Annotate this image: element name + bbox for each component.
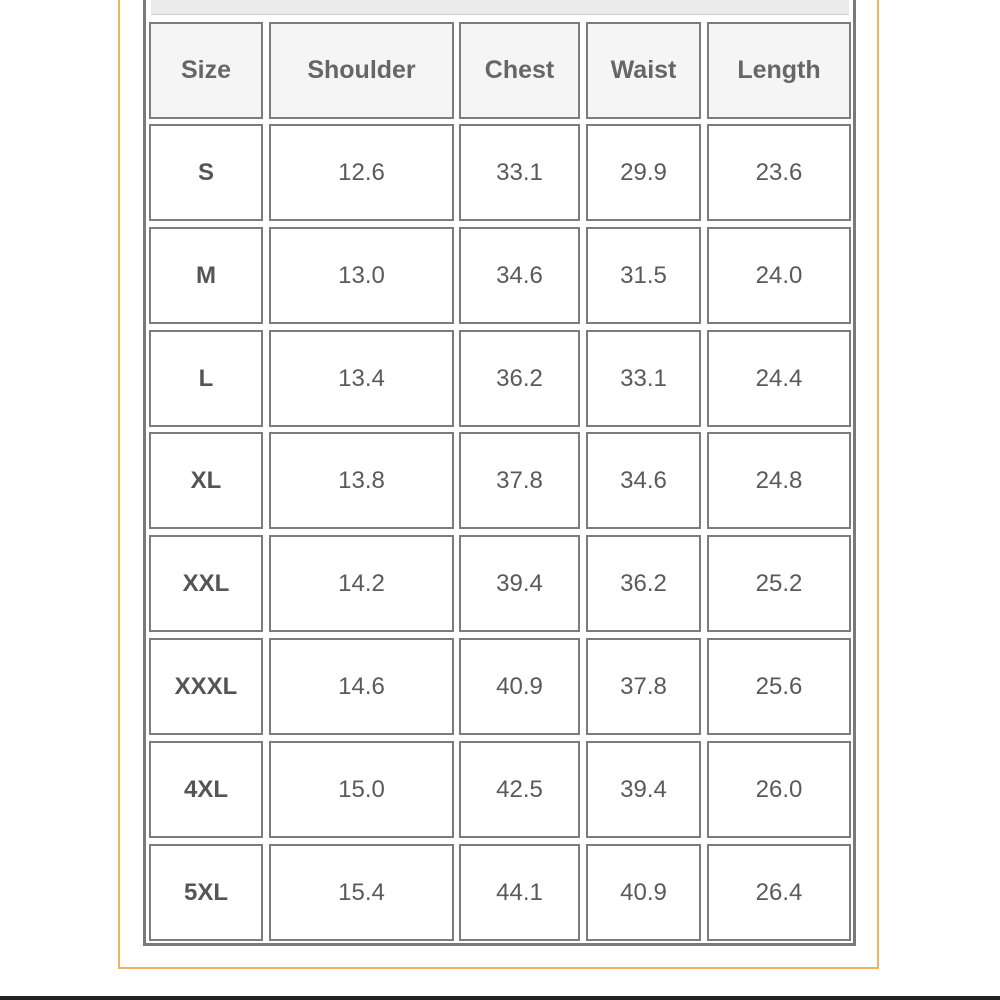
length-cell: 24.4 bbox=[707, 330, 851, 427]
waist-cell: 40.9 bbox=[586, 844, 701, 941]
size-label-cell: 4XL bbox=[149, 741, 263, 838]
column-header-waist: Waist bbox=[586, 22, 701, 119]
chest-cell: 33.1 bbox=[459, 124, 580, 221]
waist-cell: 36.2 bbox=[586, 535, 701, 632]
size-label-cell: 5XL bbox=[149, 844, 263, 941]
shoulder-cell: 14.6 bbox=[269, 638, 454, 735]
length-cell: 25.2 bbox=[707, 535, 851, 632]
chest-cell: 40.9 bbox=[459, 638, 580, 735]
length-cell: 26.4 bbox=[707, 844, 851, 941]
length-cell: 24.0 bbox=[707, 227, 851, 324]
chest-cell: 42.5 bbox=[459, 741, 580, 838]
length-cell: 26.0 bbox=[707, 741, 851, 838]
size-label-cell: XXL bbox=[149, 535, 263, 632]
size-label-cell: XXXL bbox=[149, 638, 263, 735]
column-header-shoulder: Shoulder bbox=[269, 22, 454, 119]
chest-cell: 44.1 bbox=[459, 844, 580, 941]
shoulder-cell: 12.6 bbox=[269, 124, 454, 221]
top-band bbox=[151, 0, 849, 15]
length-cell: 25.6 bbox=[707, 638, 851, 735]
chest-cell: 36.2 bbox=[459, 330, 580, 427]
waist-cell: 34.6 bbox=[586, 432, 701, 529]
shoulder-cell: 15.4 bbox=[269, 844, 454, 941]
column-header-size: Size bbox=[149, 22, 263, 119]
length-cell: 24.8 bbox=[707, 432, 851, 529]
column-header-length: Length bbox=[707, 22, 851, 119]
waist-cell: 39.4 bbox=[586, 741, 701, 838]
shoulder-cell: 13.8 bbox=[269, 432, 454, 529]
chest-cell: 34.6 bbox=[459, 227, 580, 324]
size-label-cell: XL bbox=[149, 432, 263, 529]
chest-cell: 39.4 bbox=[459, 535, 580, 632]
size-label-cell: M bbox=[149, 227, 263, 324]
shoulder-cell: 15.0 bbox=[269, 741, 454, 838]
waist-cell: 29.9 bbox=[586, 124, 701, 221]
length-cell: 23.6 bbox=[707, 124, 851, 221]
size-label-cell: S bbox=[149, 124, 263, 221]
shoulder-cell: 14.2 bbox=[269, 535, 454, 632]
waist-cell: 37.8 bbox=[586, 638, 701, 735]
waist-cell: 33.1 bbox=[586, 330, 701, 427]
shoulder-cell: 13.4 bbox=[269, 330, 454, 427]
size-label-cell: L bbox=[149, 330, 263, 427]
shoulder-cell: 13.0 bbox=[269, 227, 454, 324]
waist-cell: 31.5 bbox=[586, 227, 701, 324]
column-header-chest: Chest bbox=[459, 22, 580, 119]
chest-cell: 37.8 bbox=[459, 432, 580, 529]
bottom-divider bbox=[0, 996, 1000, 1000]
